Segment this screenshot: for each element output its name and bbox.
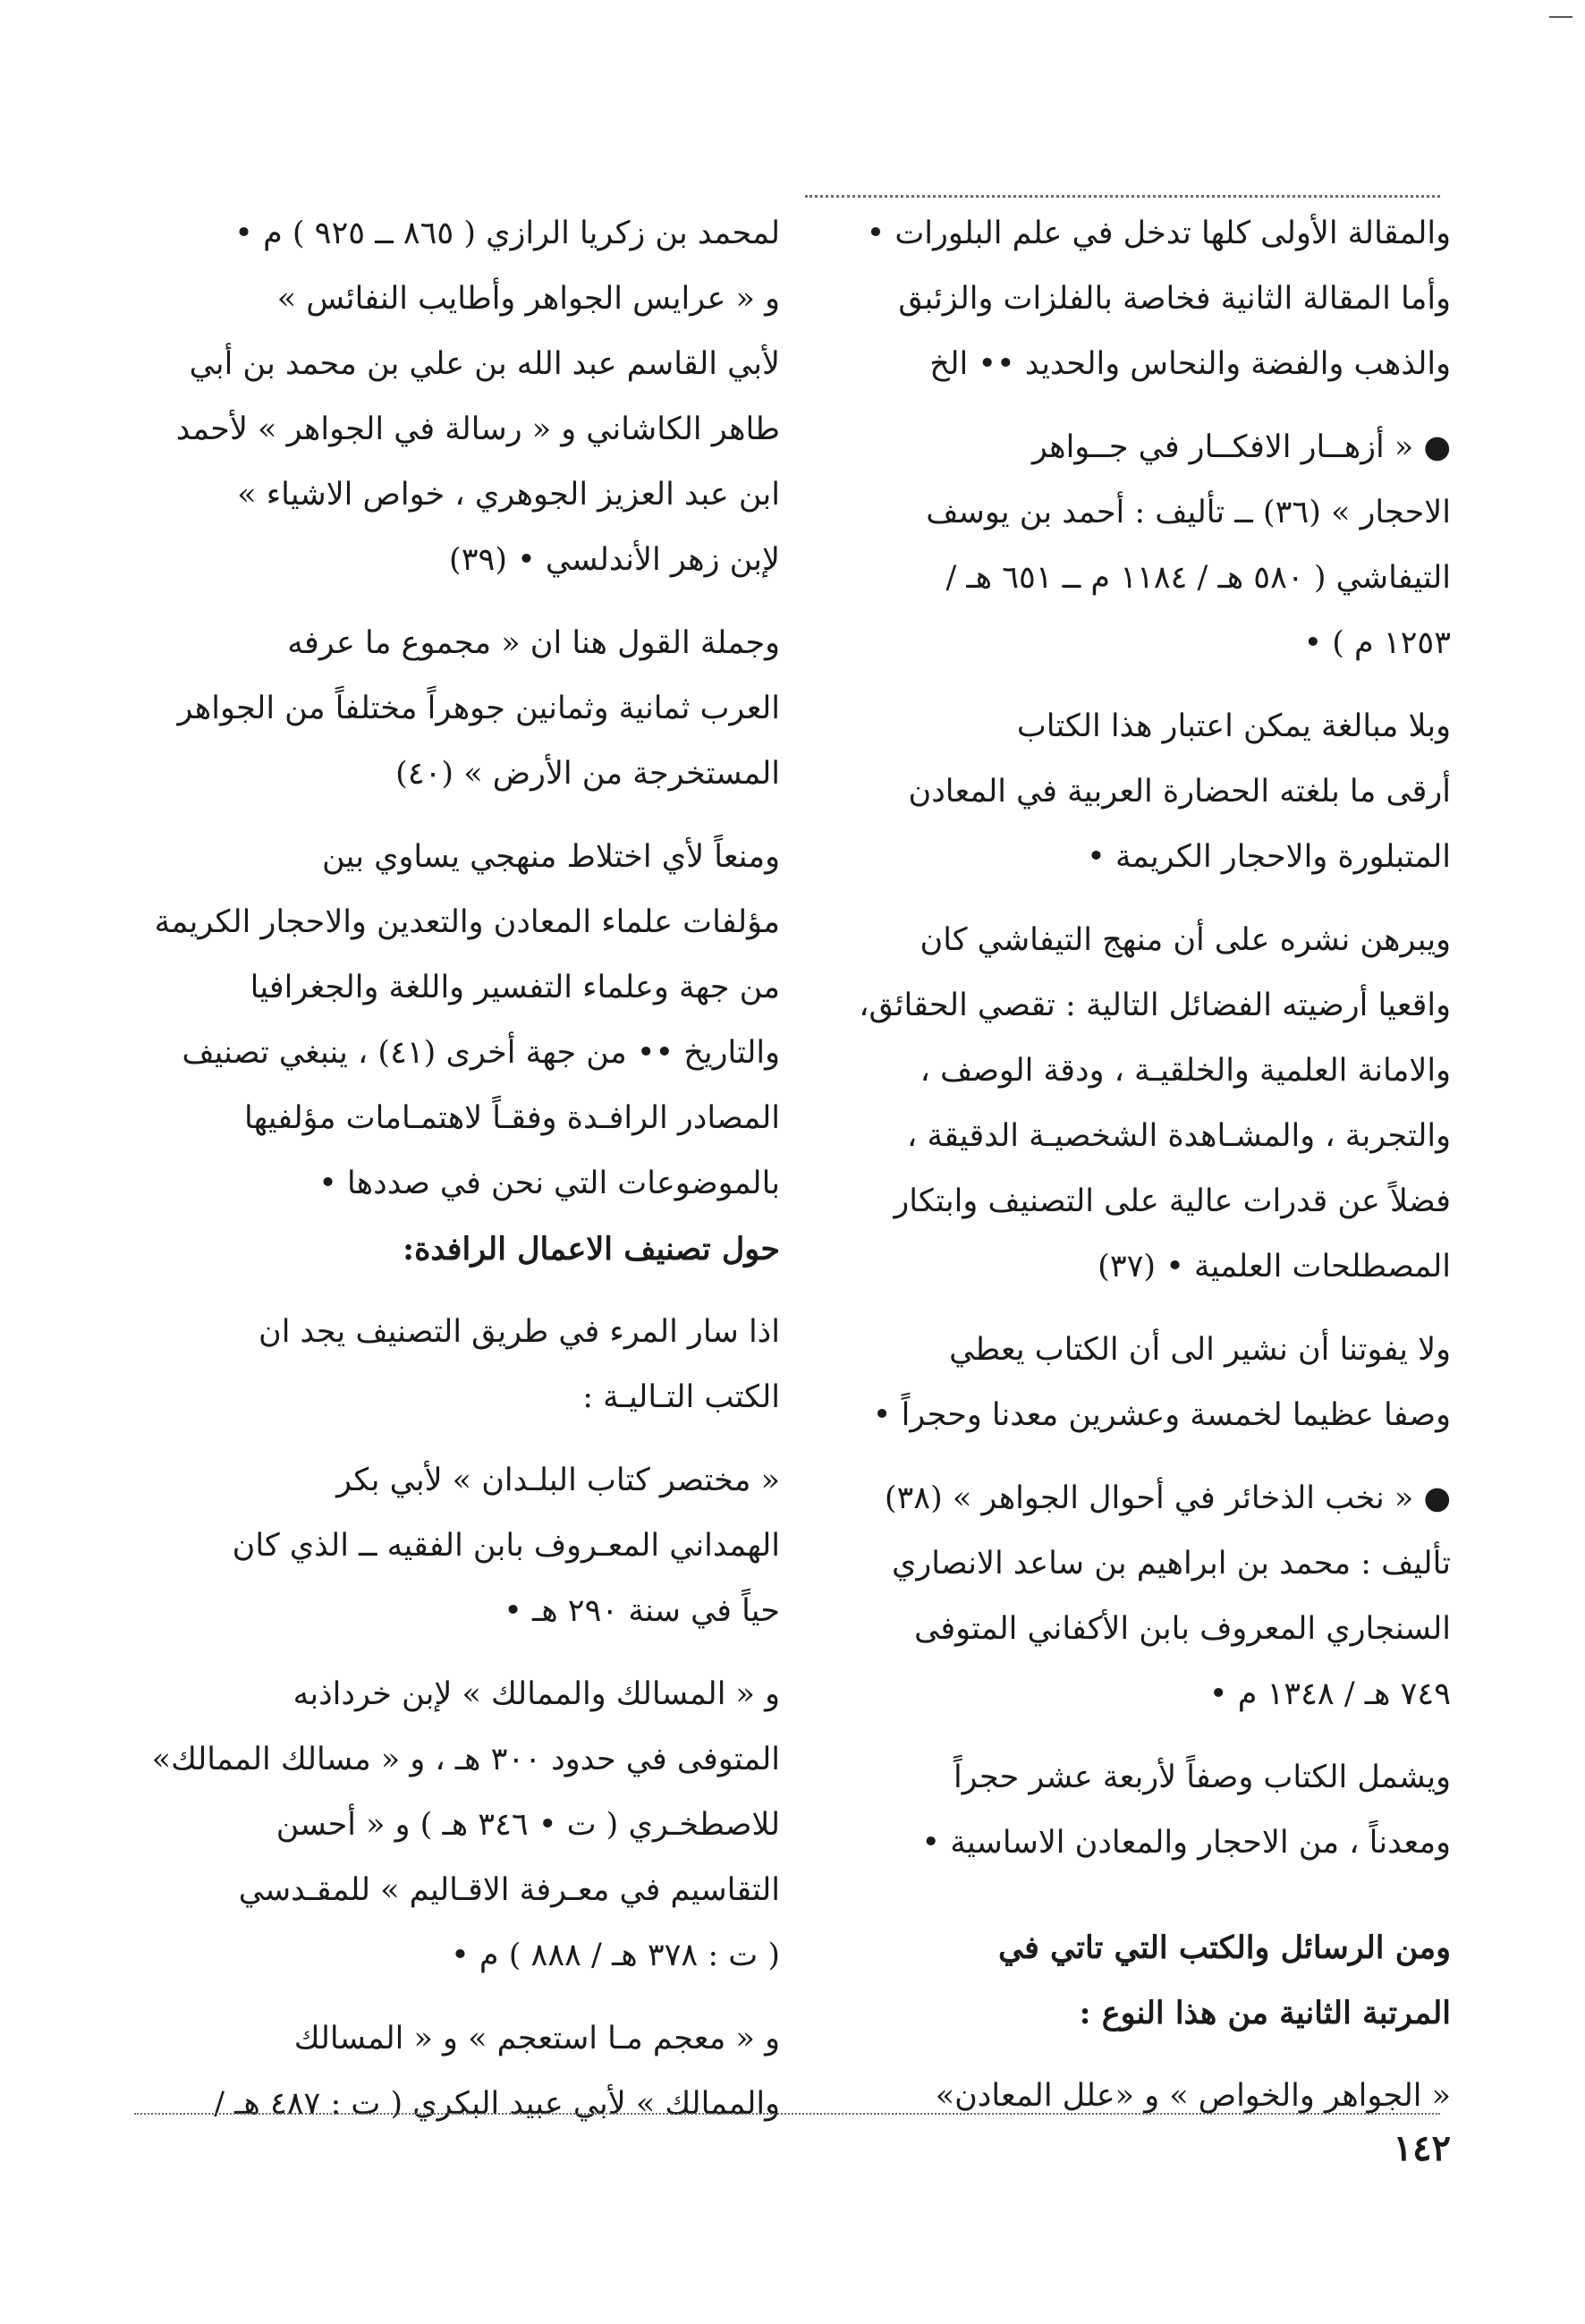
section-intro: ومن الرسائل والكتب التي تاتي في المرتبة الثانية من هذا النوع : [997,1930,1451,2031]
paragraph: و « المسالك والممالك » لإبن خرداذبه المتوفى في حدود ٣٠٠ هـ ، و « مسالك الممالك» للاصطخـري ( ت • ٣٤٦ هـ ) و « أحسن التقاسيم في معـرفة الاقـاليم » للمقـدسي ( ت : ٣٧٨ هـ / ٨٨٨ ) م • [151,1676,780,1973]
paragraph: و « معجم مـا استعجم » و « المسالك والممالك » لأبي عبيد البكري ( ت : ٤٨٧ هـ / [214,2021,780,2122]
paragraph: ويبرهن نشره على أن منهج التيفاشي كان واقعيا أرضيته الفضائل التالية : تقصي الحقائق، والامانة العلمية والخلقيـة ، ودقة الوصف ، والتجربة ، والمشـاهدة الشخصيـة الدقيقة ، فضلاً عن قدرات عالية على التصنيف وابتكار المصطلحات العلمية • (٣٧) [859,922,1451,1285]
left-column [136,201,780,2137]
paragraph: وجملة القول هنا ان « مجموع ما عرفه العرب ثمانية وثمانين جوهراً مختلفاً من الجواهر المستخرجة من الأرض » (٤٠) [177,625,780,792]
right-column [847,201,1451,2129]
paragraph: « الجواهر والخواص » و «علل المعادن» [935,2078,1451,2114]
section-heading: حول تصنيف الاعمال الرافدة: [403,1231,780,1268]
book-entry-nukhab-al-dhakhair: ● « نخب الذخائر في أحوال الجواهر » (٣٨) تأليف : محمد بن ابراهيم بن ساعد الانصاري السنجاري المعروف بابن الأكفاني المتوفى ٧٤٩ هـ / ١٣٤٨ م • [884,1480,1451,1712]
paragraph: لمحمد بن زكريا الرازي ( ٨٦٥ ــ ٩٢٥ ) م • و « عرايس الجواهر وأطايب النفائس » لأبي القاسم عبد الله بن علي بن محمد بن أبي طاهر الكاشاني و « رسالة في الجواهر » لأحمد ابن عبد العزيز الجوهري ، خواص الاشياء » لإبن زهر الأندلسي • (٣٩) [175,216,780,578]
paragraph: ومنعاً لأي اختلاط منهجي يساوي بين مؤلفات علماء المعادن والتعدين والاحجار الكريمة من جهة وعلماء التفسير واللغة والجغرافيا والتاريخ •• من جهة أخرى (٤١) ، ينبغي تصنيف المصادر الرافـدة وفقـاً لاهتمـامات مؤلفيها بالموضوعات التي نحن في صددها • [154,839,780,1201]
corner-mark [1549,16,1572,18]
paragraph: « مختصر كتاب البلـدان » لأبي بكر الهمداني المعـروف بابن الفقيه ــ الذي كان حياً في سنة ٢٩٠ هـ • [232,1463,780,1629]
paragraph: وبلا مبالغة يمكن اعتبار هذا الكتاب أرقى ما بلغته الحضارة العربية في المعادن المتبلورة والاحجار الكريمة • [908,708,1451,875]
paragraph: اذا سار المرء في طريق التصنيف يجد ان الكتب التـاليـة : [259,1314,780,1415]
paragraph: ولا يفوتنا أن نشير الى أن الكتاب يعطي وصفا عظيما لخمسة وعشرين معدنا وحجراً • [872,1332,1451,1433]
bottom-dotted-rule [134,2113,1440,2115]
page-number: ١٤٢ [1393,2127,1451,2169]
book-entry-azhar-al-afkar: ● « أزهــار الافكــار في جــواهر الاحجار » (٣٦) ــ تأليف : أحمد بن يوسف التيفاشي ( ٥٨٠ هـ / ١١٨٤ م ــ ٦٥١ هـ / ١٢٥٣ م ) • [926,429,1451,661]
paragraph: ويشمل الكتاب وصفاً لأربعة عشر حجراً ومعدناً ، من الاحجار والمعادن الاساسية • [921,1760,1451,1861]
paragraph: والمقالة الأولى كلها تدخل في علم البلورات • وأما المقالة الثانية فخاصة بالفلزات والزئبق والذهب والفضة والنحاس والحديد •• الخ [866,216,1451,382]
top-dotted-rule [805,195,1440,198]
